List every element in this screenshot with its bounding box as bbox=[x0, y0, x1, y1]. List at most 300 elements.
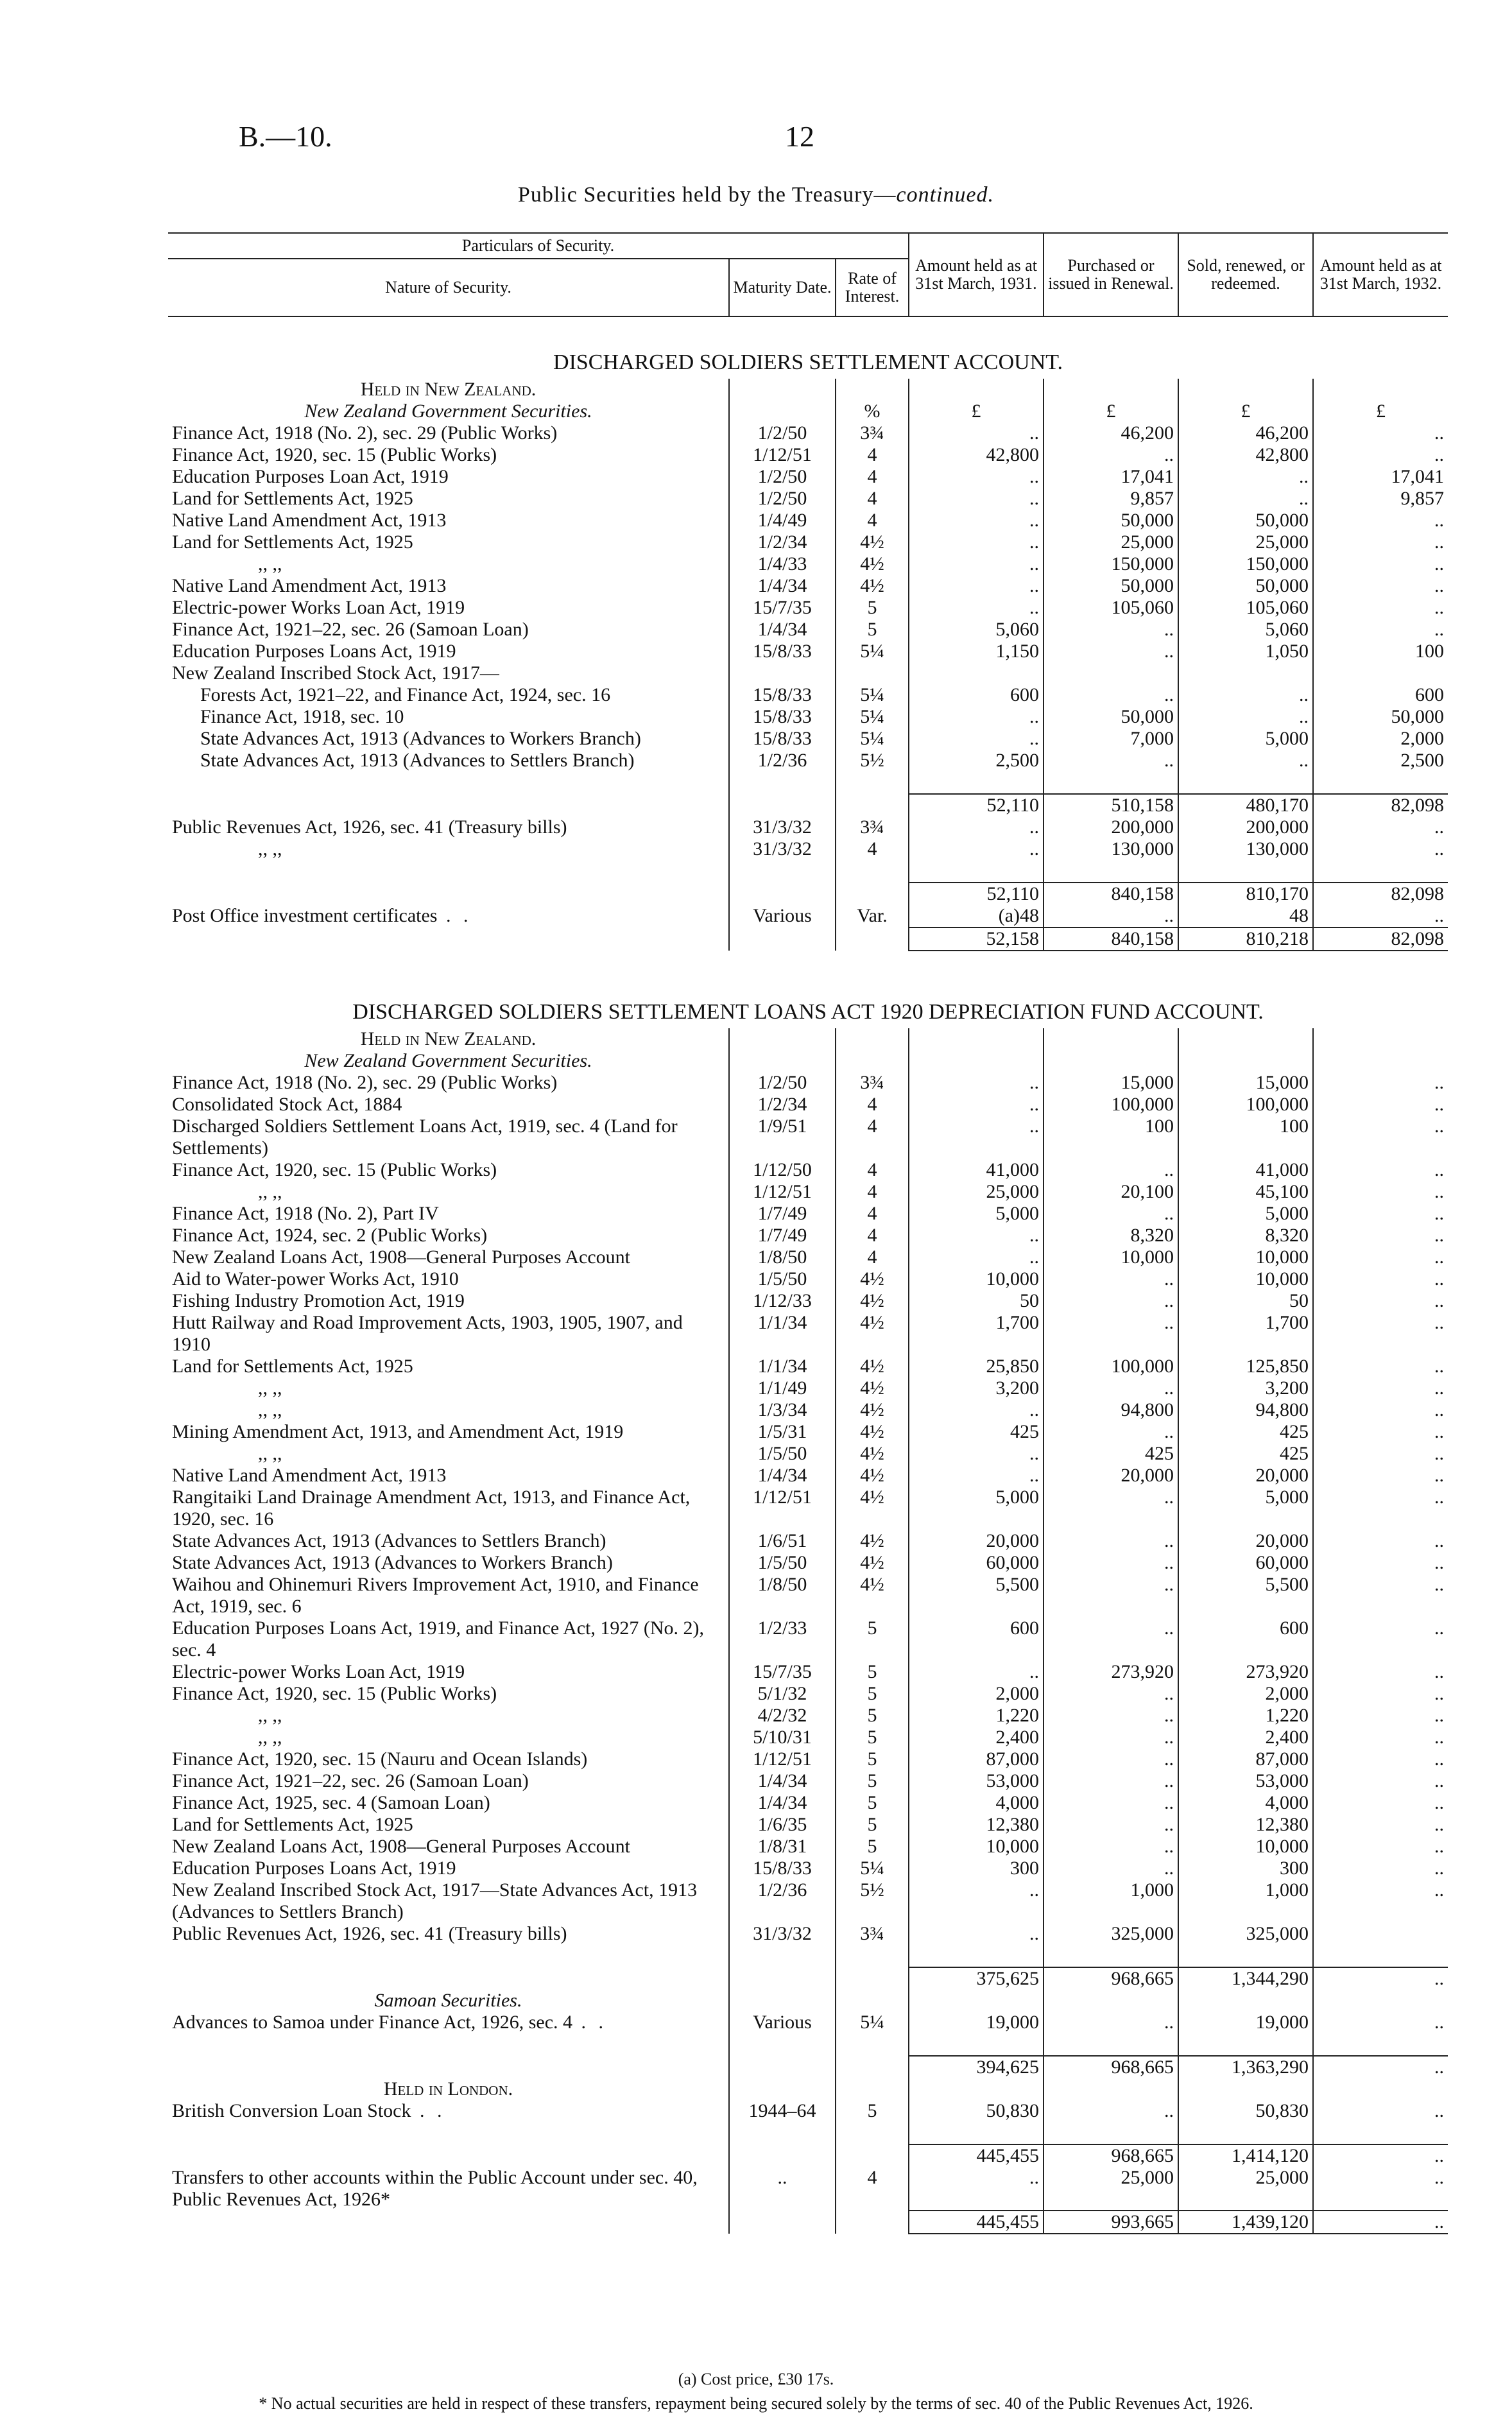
row-amount-1931: 12,380 bbox=[909, 1814, 1044, 1836]
subtotal-purchased: 510,158 bbox=[1044, 794, 1178, 816]
row-sold: .. bbox=[1178, 750, 1313, 772]
row-nature: Advances to Samoa under Finance Act, 1926, sec. 4 bbox=[172, 2012, 573, 2033]
row-purchased: .. bbox=[1044, 684, 1178, 706]
row-amount-1931: 3,200 bbox=[909, 1377, 1044, 1399]
row-purchased: 50,000 bbox=[1044, 706, 1178, 728]
row-amount-1932: .. bbox=[1313, 1116, 1448, 1159]
row-rate: 4 bbox=[836, 2167, 909, 2211]
row-nature: ,, ,, bbox=[258, 1377, 282, 1399]
row-maturity: 1/2/34 bbox=[729, 1094, 836, 1116]
total-purchased: 840,158 bbox=[1044, 927, 1178, 951]
row-rate: 4 bbox=[836, 510, 909, 531]
row-sold: 41,000 bbox=[1178, 1159, 1313, 1181]
row-amount-1931: .. bbox=[909, 838, 1044, 860]
row-amount-1932: .. bbox=[1313, 1617, 1448, 1661]
row-sold: 100,000 bbox=[1178, 1094, 1313, 1116]
row-amount-1932: .. bbox=[1313, 619, 1448, 641]
held-heading: Held in New Zealand. bbox=[360, 1028, 537, 1049]
row-amount-1931: 87,000 bbox=[909, 1748, 1044, 1770]
row-amount-1932: .. bbox=[1313, 1574, 1448, 1617]
row-rate: 4½ bbox=[836, 531, 909, 553]
table-row bbox=[168, 706, 1448, 728]
row-maturity: 1/8/31 bbox=[729, 1836, 836, 1858]
row-rate: 5¼ bbox=[836, 728, 909, 750]
row-maturity: 1/4/34 bbox=[729, 1792, 836, 1814]
row-maturity: 1/9/51 bbox=[729, 1116, 836, 1159]
row-rate: 4½ bbox=[836, 1421, 909, 1443]
table-row bbox=[168, 1290, 1448, 1312]
row-purchased: .. bbox=[1044, 1727, 1178, 1748]
table-row bbox=[168, 1181, 1448, 1203]
row-maturity: 15/8/33 bbox=[729, 641, 836, 662]
row-maturity: 4/2/32 bbox=[729, 1705, 836, 1727]
row-purchased: .. bbox=[1044, 2012, 1178, 2033]
row-amount-1931: .. bbox=[909, 553, 1044, 575]
table-row bbox=[168, 1421, 1448, 1443]
row-purchased: 425 bbox=[1044, 1443, 1178, 1465]
row-amount-1931: 5,000 bbox=[909, 1487, 1044, 1530]
row-amount-1932: .. bbox=[1313, 1072, 1448, 1094]
row-rate: 4½ bbox=[836, 1312, 909, 1356]
row-amount-1931: 2,000 bbox=[909, 1683, 1044, 1705]
row-maturity: 1/4/34 bbox=[729, 619, 836, 641]
header-amount-1932: Amount held as at 31st March, 1932. bbox=[1313, 233, 1448, 316]
row-amount-1931: 19,000 bbox=[909, 2012, 1044, 2033]
row-sold: 25,000 bbox=[1178, 531, 1313, 553]
row-rate: 4½ bbox=[836, 1399, 909, 1421]
row-nature: State Advances Act, 1913 (Advances to Workers Branch) bbox=[200, 728, 641, 749]
row-nature: Land for Settlements Act, 1925 bbox=[172, 1814, 413, 1835]
row-purchased: .. bbox=[1044, 1159, 1178, 1181]
table-row bbox=[168, 1399, 1448, 1421]
subtotal-row bbox=[168, 794, 1448, 816]
row-maturity: 1/7/49 bbox=[729, 1203, 836, 1225]
row-purchased: .. bbox=[1044, 1203, 1178, 1225]
row-maturity: 1/2/36 bbox=[729, 750, 836, 772]
row-maturity: 1/6/35 bbox=[729, 1814, 836, 1836]
table-row bbox=[168, 1443, 1448, 1465]
row-maturity: 1/2/36 bbox=[729, 1879, 836, 1923]
row-sold: 425 bbox=[1178, 1443, 1313, 1465]
row-nature: ,, ,, bbox=[258, 1399, 282, 1420]
total-1931: 52,158 bbox=[909, 927, 1044, 951]
header-rate: Rate of Interest. bbox=[836, 259, 909, 316]
footnote-star: * No actual securities are held in respect of these transfers, repayment being secured solely by the terms of sec. 40 of the Public Revenues Act, 1926. bbox=[259, 2394, 1253, 2413]
row-sold: 4,000 bbox=[1178, 1792, 1313, 1814]
row-amount-1932: .. bbox=[1313, 1858, 1448, 1879]
table-row bbox=[168, 1268, 1448, 1290]
row-amount-1931: .. bbox=[909, 488, 1044, 510]
unit-pound: £ bbox=[1313, 401, 1448, 422]
row-nature: Fishing Industry Promotion Act, 1919 bbox=[172, 1290, 465, 1311]
row-amount-1932: .. bbox=[1313, 1356, 1448, 1377]
row-nature: ,, ,, bbox=[258, 1443, 282, 1464]
table-row bbox=[168, 1748, 1448, 1770]
row-purchased: .. bbox=[1044, 1487, 1178, 1530]
row-purchased: 200,000 bbox=[1044, 816, 1178, 838]
row-purchased: 10,000 bbox=[1044, 1246, 1178, 1268]
row-amount-1931: .. bbox=[909, 510, 1044, 531]
row-purchased: .. bbox=[1044, 1268, 1178, 1290]
row-rate: 5 bbox=[836, 1814, 909, 1836]
row-maturity: 1/4/33 bbox=[729, 553, 836, 575]
row-rate: 3¾ bbox=[836, 422, 909, 444]
row-maturity: 1/5/50 bbox=[729, 1552, 836, 1574]
table-row bbox=[168, 1574, 1448, 1617]
row-amount-1931: .. bbox=[909, 1661, 1044, 1683]
row-purchased: 8,320 bbox=[1044, 1225, 1178, 1246]
table-row bbox=[168, 488, 1448, 510]
row-amount-1932: .. bbox=[1313, 1443, 1448, 1465]
row-sold: 94,800 bbox=[1178, 1399, 1313, 1421]
table-row bbox=[168, 597, 1448, 619]
row-nature: British Conversion Loan Stock bbox=[172, 2100, 411, 2121]
row-nature: Finance Act, 1921–22, sec. 26 (Samoan Loan) bbox=[172, 619, 529, 640]
row-amount-1931: 42,800 bbox=[909, 444, 1044, 466]
row-maturity: 1/12/33 bbox=[729, 1290, 836, 1312]
row-purchased: 20,000 bbox=[1044, 1465, 1178, 1487]
total-sold: 810,218 bbox=[1178, 927, 1313, 951]
row-purchased: 17,041 bbox=[1044, 466, 1178, 488]
row-rate: 5 bbox=[836, 1727, 909, 1748]
table-row bbox=[168, 466, 1448, 488]
row-amount-1931: 1,150 bbox=[909, 641, 1044, 662]
row-maturity: 1/2/50 bbox=[729, 1072, 836, 1094]
table-row bbox=[168, 1072, 1448, 1094]
row-rate: 5 bbox=[836, 1770, 909, 1792]
table-row bbox=[168, 1465, 1448, 1487]
row-purchased: .. bbox=[1044, 1312, 1178, 1356]
row-amount-1932: .. bbox=[1313, 1770, 1448, 1792]
row-nature: Waihou and Ohinemuri Rivers Improvement Act, 1910, and Finance Act, 1919, sec. 6 bbox=[172, 1574, 699, 1617]
row-amount-1931: 600 bbox=[909, 1617, 1044, 1661]
subtotal-sold: 1,363,290 bbox=[1178, 2056, 1313, 2078]
row-amount-1931: 5,000 bbox=[909, 1203, 1044, 1225]
row-amount-1932: .. bbox=[1313, 1530, 1448, 1552]
row-amount-1931: .. bbox=[909, 575, 1044, 597]
row-amount-1931: .. bbox=[909, 597, 1044, 619]
total-1932: 82,098 bbox=[1313, 927, 1448, 951]
row-sold: 1,000 bbox=[1178, 1879, 1313, 1923]
row-rate: 4 bbox=[836, 1225, 909, 1246]
row-maturity: 1/3/34 bbox=[729, 1399, 836, 1421]
section-title: DISCHARGED SOLDIERS SETTLEMENT ACCOUNT. bbox=[553, 350, 1063, 374]
unit-pound: £ bbox=[1044, 401, 1178, 422]
row-sold: .. bbox=[1178, 466, 1313, 488]
row-nature: Public Revenues Act, 1926, sec. 41 (Treasury bills) bbox=[172, 816, 567, 838]
row-purchased: 94,800 bbox=[1044, 1399, 1178, 1421]
table-row bbox=[168, 728, 1448, 750]
row-amount-1931: .. bbox=[909, 466, 1044, 488]
row-rate: 4½ bbox=[836, 553, 909, 575]
row-purchased: 7,000 bbox=[1044, 728, 1178, 750]
table-row bbox=[168, 619, 1448, 641]
row-amount-1932: .. bbox=[1313, 1661, 1448, 1683]
table-row bbox=[168, 1246, 1448, 1268]
row-purchased: .. bbox=[1044, 1858, 1178, 1879]
row-rate: 4½ bbox=[836, 1574, 909, 1617]
row-sold: 48 bbox=[1178, 905, 1313, 927]
row-rate: 3¾ bbox=[836, 1072, 909, 1094]
row-sold: 50,000 bbox=[1178, 575, 1313, 597]
row-sold: 1,050 bbox=[1178, 641, 1313, 662]
row-purchased: 150,000 bbox=[1044, 553, 1178, 575]
row-sold: 1,700 bbox=[1178, 1312, 1313, 1356]
row-sold: 100 bbox=[1178, 1116, 1313, 1159]
row-purchased: .. bbox=[1044, 1421, 1178, 1443]
row-amount-1932: .. bbox=[1313, 1748, 1448, 1770]
row-purchased: .. bbox=[1044, 1705, 1178, 1727]
row-nature: Education Purposes Loans Act, 1919 bbox=[172, 1858, 456, 1879]
row-rate: 5 bbox=[836, 597, 909, 619]
row-rate: 4½ bbox=[836, 575, 909, 597]
page-number: 12 bbox=[785, 120, 814, 153]
table-row bbox=[168, 1225, 1448, 1246]
table-row bbox=[168, 1617, 1448, 1661]
table-row bbox=[168, 1836, 1448, 1858]
row-rate: 5 bbox=[836, 1705, 909, 1727]
row-nature: Finance Act, 1921–22, sec. 26 (Samoan Loan) bbox=[172, 1770, 529, 1791]
row-sold: 300 bbox=[1178, 1858, 1313, 1879]
row-purchased: 50,000 bbox=[1044, 510, 1178, 531]
row-maturity: 1/6/51 bbox=[729, 1530, 836, 1552]
subtotal-1931: 375,625 bbox=[909, 1967, 1044, 1990]
row-amount-1932: .. bbox=[1313, 838, 1448, 860]
row-rate: 4½ bbox=[836, 1530, 909, 1552]
row-nature: New Zealand Loans Act, 1908—General Purposes Account bbox=[172, 1836, 630, 1857]
row-amount-1931: 50,830 bbox=[909, 2100, 1044, 2122]
total-sold: 1,439,120 bbox=[1178, 2211, 1313, 2234]
row-sold: 25,000 bbox=[1178, 2167, 1313, 2211]
row-maturity: 1/8/50 bbox=[729, 1574, 836, 1617]
row-amount-1931: .. bbox=[909, 1072, 1044, 1094]
row-amount-1931: .. bbox=[909, 1225, 1044, 1246]
row-sold: 125,850 bbox=[1178, 1356, 1313, 1377]
row-rate: 5¼ bbox=[836, 684, 909, 706]
row-maturity: 1/5/50 bbox=[729, 1268, 836, 1290]
row-nature: ,, ,, bbox=[258, 553, 282, 574]
total-1931: 445,455 bbox=[909, 2211, 1044, 2234]
row-sold: 5,000 bbox=[1178, 1203, 1313, 1225]
row-maturity: 1/5/31 bbox=[729, 1421, 836, 1443]
row-amount-1932 bbox=[1313, 1923, 1448, 1945]
subtotal-row bbox=[168, 1967, 1448, 1990]
row-purchased: .. bbox=[1044, 1617, 1178, 1661]
row-sold: .. bbox=[1178, 684, 1313, 706]
row-maturity: 1/2/34 bbox=[729, 531, 836, 553]
table-row bbox=[168, 1530, 1448, 1552]
row-rate: 5 bbox=[836, 1792, 909, 1814]
row-nature: Transfers to other accounts within the Public Account under sec. 40, Public Revenues Act, 1926* bbox=[172, 2167, 698, 2210]
row-amount-1931: .. bbox=[909, 728, 1044, 750]
row-amount-1931: 2,500 bbox=[909, 750, 1044, 772]
row-purchased: .. bbox=[1044, 1574, 1178, 1617]
row-sold: 600 bbox=[1178, 1617, 1313, 1661]
row-maturity: 1/12/51 bbox=[729, 1748, 836, 1770]
unit-percent: % bbox=[836, 401, 909, 422]
row-amount-1931: .. bbox=[909, 816, 1044, 838]
subtotal-1932: .. bbox=[1313, 1967, 1448, 1990]
document-code: B.—10. bbox=[239, 120, 332, 153]
row-sold: 45,100 bbox=[1178, 1181, 1313, 1203]
row-amount-1931: .. bbox=[909, 1094, 1044, 1116]
row-amount-1931: 25,850 bbox=[909, 1356, 1044, 1377]
row-purchased: .. bbox=[1044, 1836, 1178, 1858]
row-purchased: 46,200 bbox=[1044, 422, 1178, 444]
row-amount-1931: 1,700 bbox=[909, 1312, 1044, 1356]
row-maturity: 1/4/34 bbox=[729, 1770, 836, 1792]
row-maturity: 1/12/51 bbox=[729, 1487, 836, 1530]
row-nature: Finance Act, 1920, sec. 15 (Public Works) bbox=[172, 1159, 497, 1180]
row-nature: State Advances Act, 1913 (Advances to Workers Branch) bbox=[172, 1552, 613, 1573]
row-amount-1932: .. bbox=[1313, 444, 1448, 466]
section-discharged-soldiers-account bbox=[168, 347, 1448, 951]
subheading: New Zealand Government Securities. bbox=[304, 1050, 592, 1071]
row-nature: Electric-power Works Loan Act, 1919 bbox=[172, 1661, 465, 1682]
row-maturity: 1/4/49 bbox=[729, 510, 836, 531]
row-amount-1932: .. bbox=[1313, 510, 1448, 531]
row-rate: 4 bbox=[836, 1181, 909, 1203]
row-amount-1932: .. bbox=[1313, 1246, 1448, 1268]
subtotal-row bbox=[168, 2144, 1448, 2167]
row-maturity: 15/8/33 bbox=[729, 706, 836, 728]
header-sold: Sold, renewed, or redeemed. bbox=[1178, 233, 1313, 316]
row-amount-1931: 2,400 bbox=[909, 1727, 1044, 1748]
subtotal-1931: 445,455 bbox=[909, 2144, 1044, 2167]
subtotal-1931: 394,625 bbox=[909, 2056, 1044, 2078]
row-amount-1932: .. bbox=[1313, 2012, 1448, 2033]
row-amount-1932: .. bbox=[1313, 1552, 1448, 1574]
row-amount-1931: 10,000 bbox=[909, 1268, 1044, 1290]
row-amount-1931: 1,220 bbox=[909, 1705, 1044, 1727]
row-amount-1931: 60,000 bbox=[909, 1552, 1044, 1574]
row-rate: 3¾ bbox=[836, 816, 909, 838]
row-sold: 10,000 bbox=[1178, 1836, 1313, 1858]
title-continued: continued. bbox=[896, 183, 995, 207]
row-amount-1931: 5,500 bbox=[909, 1574, 1044, 1617]
row-maturity: 31/3/32 bbox=[729, 838, 836, 860]
row-amount-1932: .. bbox=[1313, 1159, 1448, 1181]
row-amount-1932: .. bbox=[1313, 1879, 1448, 1923]
subtotal-purchased: 968,665 bbox=[1044, 1967, 1178, 1990]
row-purchased: 100,000 bbox=[1044, 1094, 1178, 1116]
row-nature: Finance Act, 1920, sec. 15 (Public Works) bbox=[172, 444, 497, 465]
row-nature: Rangitaiki Land Drainage Amendment Act, 1913, and Finance Act, 1920, sec. 16 bbox=[172, 1487, 691, 1530]
section-depreciation-fund-account bbox=[168, 996, 1448, 2234]
row-purchased: 105,060 bbox=[1044, 597, 1178, 619]
row-sold: 105,060 bbox=[1178, 597, 1313, 619]
row-nature: ,, ,, bbox=[258, 1705, 282, 1726]
row-purchased: 20,100 bbox=[1044, 1181, 1178, 1203]
row-maturity: 31/3/32 bbox=[729, 1923, 836, 1945]
row-purchased: 273,920 bbox=[1044, 1661, 1178, 1683]
table-row bbox=[168, 816, 1448, 838]
row-amount-1932: 2,000 bbox=[1313, 728, 1448, 750]
row-amount-1932: 600 bbox=[1313, 684, 1448, 706]
samoan-heading: Samoan Securities. bbox=[374, 1990, 522, 2011]
row-purchased: .. bbox=[1044, 1748, 1178, 1770]
subtotal-purchased: 968,665 bbox=[1044, 2056, 1178, 2078]
row-amount-1931: 50 bbox=[909, 1290, 1044, 1312]
row-nature: ,, ,, bbox=[258, 838, 282, 859]
row-nature: ,, ,, bbox=[258, 1727, 282, 1748]
subtotal-purchased: 968,665 bbox=[1044, 2144, 1178, 2167]
subtotal-1932: 82,098 bbox=[1313, 883, 1448, 905]
row-nature: Finance Act, 1918 (No. 2), sec. 29 (Public Works) bbox=[172, 1072, 558, 1093]
total-row bbox=[168, 927, 1448, 951]
row-nature: Finance Act, 1918 (No. 2), sec. 29 (Public Works) bbox=[172, 422, 558, 444]
row-amount-1932: .. bbox=[1313, 2167, 1448, 2211]
table-row bbox=[168, 2167, 1448, 2211]
row-amount-1931: 20,000 bbox=[909, 1530, 1044, 1552]
row-rate: 4½ bbox=[836, 1443, 909, 1465]
row-sold: 50,830 bbox=[1178, 2100, 1313, 2122]
row-rate: 4½ bbox=[836, 1356, 909, 1377]
row-rate: Var. bbox=[836, 905, 909, 927]
row-sold: 1,220 bbox=[1178, 1705, 1313, 1727]
row-purchased: .. bbox=[1044, 1377, 1178, 1399]
row-nature: Native Land Amendment Act, 1913 bbox=[172, 510, 447, 531]
row-nature: Electric-power Works Loan Act, 1919 bbox=[172, 597, 465, 618]
row-maturity: 1/1/34 bbox=[729, 1312, 836, 1356]
row-rate: 5 bbox=[836, 1683, 909, 1705]
row-purchased: 1,000 bbox=[1044, 1879, 1178, 1923]
row-rate: 5 bbox=[836, 1661, 909, 1683]
subtotal-sold: 480,170 bbox=[1178, 794, 1313, 816]
row-amount-1932: .. bbox=[1313, 1290, 1448, 1312]
row-maturity: 1/2/50 bbox=[729, 422, 836, 444]
row-maturity: 1/4/34 bbox=[729, 575, 836, 597]
row-amount-1931: 600 bbox=[909, 684, 1044, 706]
row-amount-1932: .. bbox=[1313, 1399, 1448, 1421]
row-amount-1932: 50,000 bbox=[1313, 706, 1448, 728]
london-heading: Held in London. bbox=[383, 2078, 513, 2100]
row-sold: 2,000 bbox=[1178, 1683, 1313, 1705]
row-sold: 50,000 bbox=[1178, 510, 1313, 531]
subtotal-1932: 82,098 bbox=[1313, 794, 1448, 816]
row-sold: 5,000 bbox=[1178, 728, 1313, 750]
subheading: New Zealand Government Securities. bbox=[304, 401, 592, 422]
row-sold: 325,000 bbox=[1178, 1923, 1313, 1945]
table-row bbox=[168, 444, 1448, 466]
table-row bbox=[168, 1705, 1448, 1727]
row-purchased: 100 bbox=[1044, 1116, 1178, 1159]
row-rate: 5 bbox=[836, 1748, 909, 1770]
row-maturity: 15/8/33 bbox=[729, 1858, 836, 1879]
row-nature: Finance Act, 1920, sec. 15 (Public Works) bbox=[172, 1683, 497, 1704]
row-sold: 130,000 bbox=[1178, 838, 1313, 860]
table-row bbox=[168, 905, 1448, 927]
row-nature: Finance Act, 1920, sec. 15 (Nauru and Ocean Islands) bbox=[172, 1748, 588, 1770]
row-rate: 4 bbox=[836, 1246, 909, 1268]
row-sold: 273,920 bbox=[1178, 1661, 1313, 1683]
row-amount-1932: .. bbox=[1313, 1225, 1448, 1246]
table-row bbox=[168, 1858, 1448, 1879]
row-rate: 5¼ bbox=[836, 2012, 909, 2033]
row-purchased: .. bbox=[1044, 1770, 1178, 1792]
row-nature: Post Office investment certificates bbox=[172, 905, 438, 926]
row-nature: Discharged Soldiers Settlement Loans Act, 1919, sec. 4 (Land for Settlements) bbox=[172, 1116, 678, 1159]
row-rate: 4½ bbox=[836, 1552, 909, 1574]
row-amount-1931: 41,000 bbox=[909, 1159, 1044, 1181]
row-amount-1931: .. bbox=[909, 1116, 1044, 1159]
table-row bbox=[168, 1203, 1448, 1225]
row-maturity: 31/3/32 bbox=[729, 816, 836, 838]
row-nature: Forests Act, 1921–22, and Finance Act, 1924, sec. 16 bbox=[200, 684, 611, 705]
column-header bbox=[168, 232, 1448, 317]
row-maturity: 1/12/51 bbox=[729, 1181, 836, 1203]
row-amount-1932: .. bbox=[1313, 905, 1448, 927]
